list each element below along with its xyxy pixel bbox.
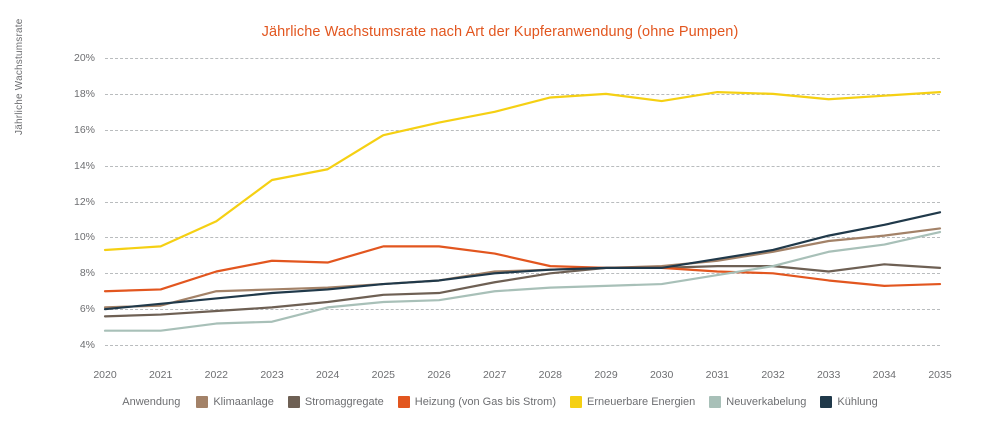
x-axis-tick-label: 2035 — [928, 369, 952, 381]
legend-item[interactable] — [288, 396, 384, 408]
x-axis-tick-label: 2033 — [816, 369, 841, 381]
series-line — [105, 232, 940, 331]
plot-area — [73, 52, 952, 381]
x-axis-tick-label: 2024 — [315, 369, 340, 381]
y-axis-tick-label: 18% — [73, 87, 95, 100]
legend-swatch — [709, 396, 721, 408]
legend-item[interactable] — [570, 396, 695, 408]
x-axis-tick-label: 2031 — [705, 369, 729, 381]
legend-label: Stromaggregate — [304, 396, 384, 408]
y-axis-tick-label: 14% — [73, 159, 95, 172]
x-axis-tick-label: 2029 — [594, 369, 618, 381]
y-axis-tick-label: 6% — [79, 303, 95, 316]
legend-swatch — [570, 396, 582, 408]
y-axis-tick-label: 8% — [79, 267, 95, 280]
legend-label: Klimaanlage — [213, 396, 274, 408]
x-axis-tick-label: 2023 — [260, 369, 284, 381]
y-axis-title: Jährliche Wachstumsrate — [14, 18, 25, 135]
x-axis-tick-label: 2032 — [761, 369, 785, 381]
legend-item[interactable] — [820, 396, 877, 408]
series-lines — [105, 58, 940, 363]
legend-item[interactable] — [196, 396, 274, 408]
chart-legend — [0, 396, 1000, 408]
y-axis-tick-label: 20% — [73, 52, 95, 64]
legend-swatch — [820, 396, 832, 408]
legend-label: Neuverkabelung — [726, 396, 807, 408]
chart-title: Jährliche Wachstumsrate nach Art der Kupferanwendung (ohne Pumpen) — [261, 24, 739, 40]
legend-swatch — [196, 396, 208, 408]
legend-label: Heizung (von Gas bis Strom) — [414, 396, 556, 408]
x-axis-tick-label: 2022 — [204, 369, 228, 381]
y-axis-tick-label: 12% — [73, 195, 95, 208]
x-axis-tick-label: 2030 — [649, 369, 674, 381]
x-axis-tick-label: 2028 — [538, 369, 562, 381]
x-axis-tick-label: 2021 — [148, 369, 173, 381]
series-line — [105, 246, 940, 291]
x-axis-tick-label: 2025 — [371, 369, 395, 381]
legend-label: Erneuerbare Energien — [587, 396, 696, 408]
legend-item[interactable] — [709, 396, 806, 408]
legend-label: Kühlung — [837, 396, 878, 408]
series-line — [105, 92, 940, 250]
x-axis-tick-label: 2034 — [872, 369, 896, 381]
legend-title: Anwendung — [122, 396, 181, 408]
legend-item[interactable] — [398, 396, 556, 408]
x-axis-tick-label: 2020 — [93, 369, 117, 381]
y-axis-tick-label: 4% — [79, 339, 95, 352]
legend-swatch — [288, 396, 300, 408]
x-axis-tick-label: 2026 — [427, 369, 451, 381]
y-axis-tick-label: 10% — [73, 231, 95, 244]
y-axis-tick-label: 16% — [73, 123, 95, 136]
x-axis-tick-label: 2027 — [482, 369, 507, 381]
legend-swatch — [398, 396, 410, 408]
